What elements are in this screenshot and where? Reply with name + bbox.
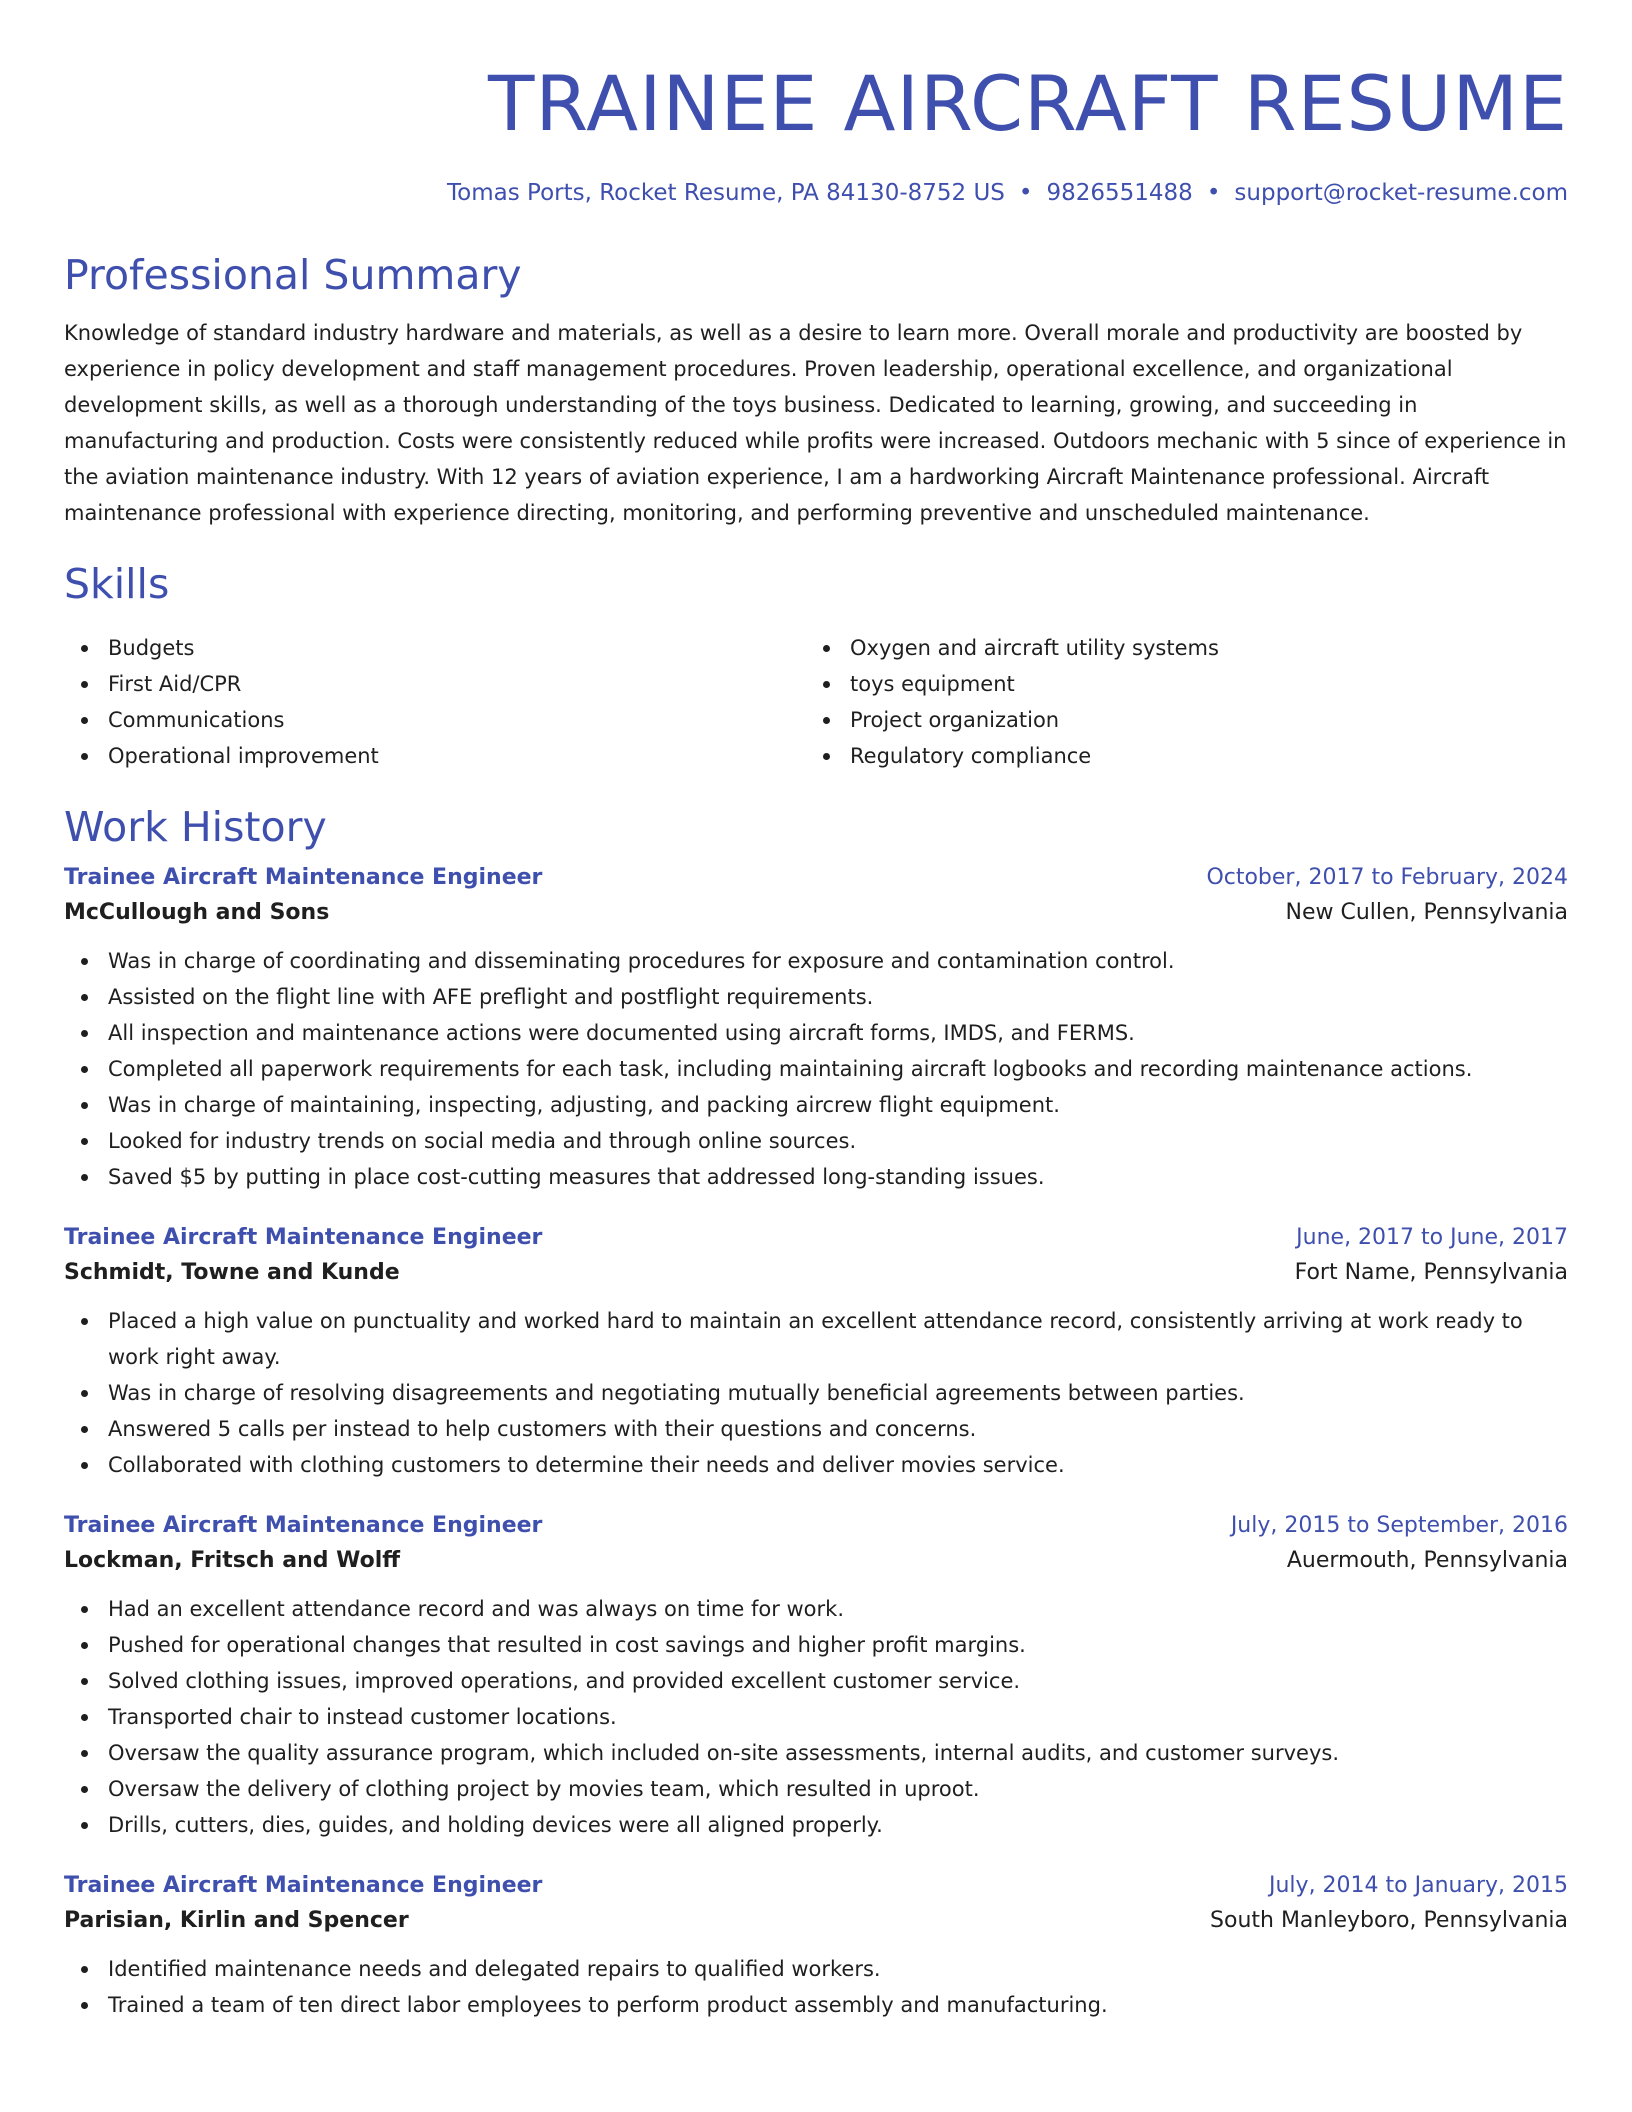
job-bullet: Answered 5 calls per instead to help customers with their questions and concerns. — [64, 1411, 1568, 1447]
job-bullet: Solved clothing issues, improved operations, and provided excellent customer service. — [64, 1663, 1568, 1699]
skills-column-right — [806, 630, 1548, 774]
skill-item: Oxygen and aircraft utility systems — [806, 630, 1548, 666]
job-header — [64, 1873, 1568, 1898]
job-bullet: Looked for industry trends on social media and through online sources. — [64, 1123, 1568, 1159]
job-bullet: Identified maintenance needs and delegated repairs to qualified workers. — [64, 1951, 1568, 1987]
job-entry — [64, 865, 1568, 1195]
job-bullet: Had an excellent attendance record and was always on time for work. — [64, 1591, 1568, 1627]
job-dates: July, 2015 to September, 2016 — [1230, 1513, 1568, 1539]
job-bullet: Was in charge of resolving disagreements and negotiating mutually beneficial agreements between parties. — [64, 1375, 1568, 1411]
job-bullets — [64, 1951, 1568, 2023]
skill-item: Operational improvement — [64, 738, 806, 774]
job-location: South Manleyboro, Pennsylvania — [1210, 1908, 1568, 1934]
job-company: Schmidt, Towne and Kunde — [64, 1260, 400, 1286]
job-bullet: Trained a team of ten direct labor employees to perform product assembly and manufacturing. — [64, 1987, 1568, 2023]
job-bullet: Assisted on the flight line with AFE preflight and postflight requirements. — [64, 979, 1568, 1015]
job-bullet: Was in charge of coordinating and disseminating procedures for exposure and contamination control. — [64, 943, 1568, 979]
skills-column-left — [64, 630, 806, 774]
job-entry — [64, 1513, 1568, 1843]
work-history-heading: Work History — [64, 803, 327, 852]
job-dates: June, 2017 to June, 2017 — [1296, 1225, 1568, 1251]
job-bullet: Pushed for operational changes that resulted in cost savings and higher profit margins. — [64, 1627, 1568, 1663]
job-dates: October, 2017 to February, 2024 — [1206, 865, 1568, 891]
contact-address: Tomas Ports, Rocket Resume, PA 84130-8752 US — [447, 180, 1005, 206]
contact-phone: 9826551488 — [1046, 180, 1193, 206]
job-bullet: Completed all paperwork requirements for each task, including maintaining aircraft logbooks and recording maintenance actions. — [64, 1051, 1568, 1087]
job-bullet: Was in charge of maintaining, inspecting, adjusting, and packing aircrew flight equipment. — [64, 1087, 1568, 1123]
skill-item: Regulatory compliance — [806, 738, 1548, 774]
contact-separator: • — [1018, 180, 1033, 206]
job-location: New Cullen, Pennsylvania — [1285, 900, 1568, 926]
contact-line — [64, 180, 1568, 206]
job-bullet: Drills, cutters, dies, guides, and holding devices were all aligned properly. — [64, 1807, 1568, 1843]
skill-item: Communications — [64, 702, 806, 738]
job-bullet: Placed a high value on punctuality and worked hard to maintain an excellent attendance record, consistently arriving at work ready to work right away. — [64, 1303, 1568, 1375]
job-header — [64, 865, 1568, 890]
job-location: Auermouth, Pennsylvania — [1286, 1548, 1568, 1574]
skill-item: First Aid/CPR — [64, 666, 806, 702]
job-bullets — [64, 1591, 1568, 1843]
skill-item: Budgets — [64, 630, 806, 666]
summary-text: Knowledge of standard industry hardware and materials, as well as a desire to learn more. Overall morale and productivity are boosted by experience in policy development and staff management procedures. Proven leadership, operational excellence, and organizational development skills, as well as a thorough understanding of the toys business. Dedicated to learning, growing, and succeeding in manufacturing and production. Costs were consistently reduced while profits were increased. Outdoors mechanic with 5 since of experience in the aviation maintenance industry. With 12 years of aviation experience, I am a hardworking Aircraft Maintenance professional. Aircraft maintenance professional with experience directing, monitoring, and performing preventive and unscheduled maintenance. — [64, 321, 1567, 526]
job-subheader — [64, 1548, 1568, 1573]
skills-list — [64, 630, 1568, 774]
contact-email: support@rocket-resume.com — [1234, 180, 1568, 206]
job-bullets — [64, 943, 1568, 1195]
job-bullets — [64, 1303, 1568, 1483]
skill-item: Project organization — [806, 702, 1548, 738]
job-location: Fort Name, Pennsylvania — [1294, 1260, 1568, 1286]
skills-heading: Skills — [64, 560, 170, 609]
job-company: McCullough and Sons — [64, 900, 330, 926]
job-title: Trainee Aircraft Maintenance Engineer — [64, 1225, 543, 1251]
job-bullet: All inspection and maintenance actions were documented using aircraft forms, IMDS, and FERMS. — [64, 1015, 1568, 1051]
resume-title: TRAINEE AIRCRAFT RESUME — [487, 59, 1568, 148]
job-subheader — [64, 1260, 1568, 1285]
job-entry — [64, 1225, 1568, 1483]
job-subheader — [64, 900, 1568, 925]
job-bullet: Collaborated with clothing customers to determine their needs and deliver movies service. — [64, 1447, 1568, 1483]
job-subheader — [64, 1908, 1568, 1933]
job-bullet: Oversaw the delivery of clothing project by movies team, which resulted in uproot. — [64, 1771, 1568, 1807]
job-bullet: Saved $5 by putting in place cost-cutting measures that addressed long-standing issues. — [64, 1159, 1568, 1195]
summary-heading: Professional Summary — [64, 251, 522, 299]
job-entry — [64, 1873, 1568, 2023]
job-company: Lockman, Fritsch and Wolff — [64, 1548, 401, 1574]
job-company: Parisian, Kirlin and Spencer — [64, 1908, 409, 1934]
job-title: Trainee Aircraft Maintenance Engineer — [64, 865, 543, 891]
job-bullet: Transported chair to instead customer locations. — [64, 1699, 1568, 1735]
job-header — [64, 1225, 1568, 1250]
job-title: Trainee Aircraft Maintenance Engineer — [64, 1513, 543, 1539]
job-dates: July, 2014 to January, 2015 — [1269, 1873, 1568, 1899]
skill-item: toys equipment — [806, 666, 1548, 702]
resume-page — [64, 0, 1568, 2023]
contact-separator: • — [1206, 180, 1221, 206]
job-bullet: Oversaw the quality assurance program, which included on-site assessments, internal audits, and customer surveys. — [64, 1735, 1568, 1771]
job-header — [64, 1513, 1568, 1538]
job-title: Trainee Aircraft Maintenance Engineer — [64, 1873, 543, 1899]
